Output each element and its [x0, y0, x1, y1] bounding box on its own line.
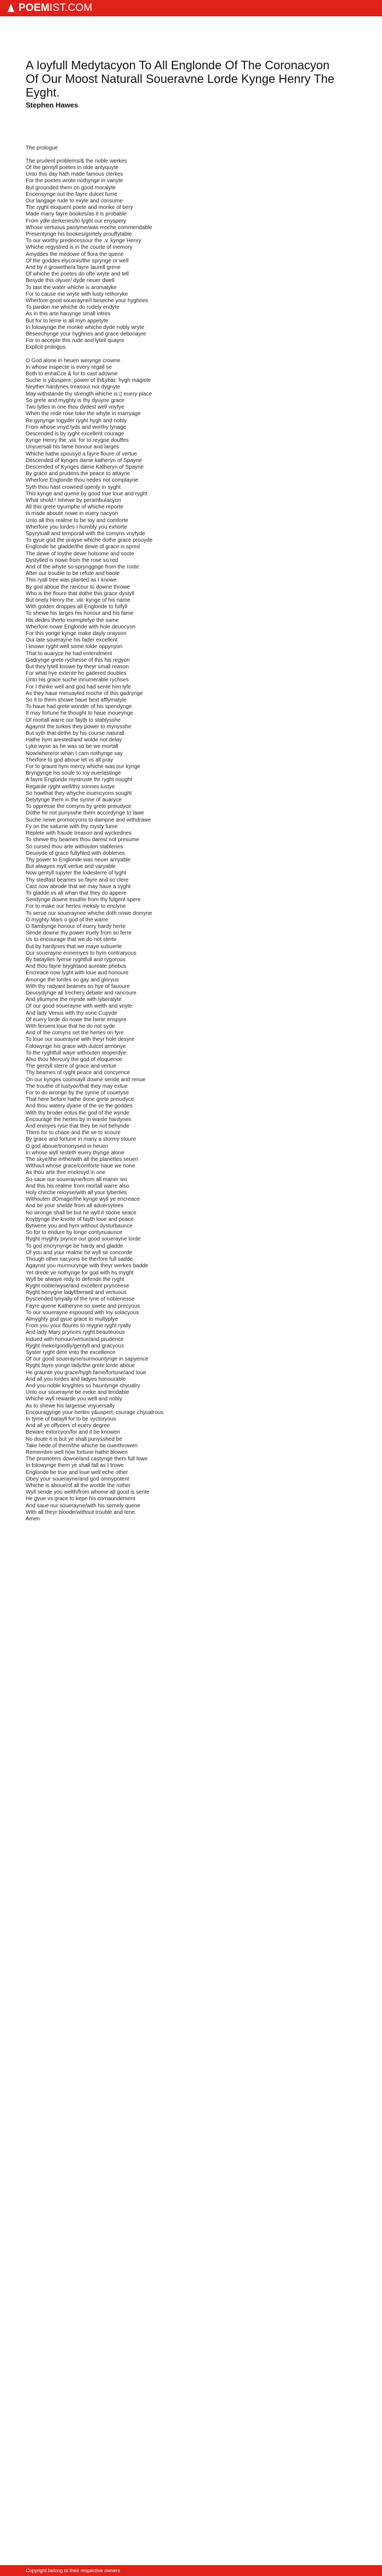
poem-line: So cursed thou arte withouten stablenes: [26, 843, 123, 850]
poem-line: Gadrynge grete rychesse of this his regyon: [26, 657, 130, 663]
poem-line: Of the goddes elyconis/the sprynge or well: [26, 257, 129, 264]
poem-line: Wherfore Englonde thou nedes not complayne: [26, 477, 139, 484]
poem-line: Dystylled is nowe from the rose so red: [26, 557, 118, 564]
site-logo[interactable]: [7, 2, 92, 14]
poem-line: In folowynge them ye shall fall as I trowe: [26, 1463, 124, 1469]
poem-line: Therfore to god aboue let vs all pray: [26, 757, 114, 763]
poem-line: Suche is y&uspere; power of th&ybar; hygh magiste: [26, 378, 151, 384]
poem-line: To shewe thy beames thou darest not presume: [26, 837, 139, 843]
poem-line: Syster ryght dere vnto the excellence: [26, 1349, 116, 1356]
poem-line: But grounded them on good moralyte: [26, 184, 116, 191]
poem-line: Kynge Henry the .viii. for to reygne douffes: [26, 438, 129, 444]
poem-line: The prologue: [26, 145, 58, 151]
poem-line: Neyther hardynes treasour nor dygnyte: [26, 384, 121, 391]
poem-line: Wherfore you lordes I humbly you exhorte: [26, 524, 127, 530]
poem-line: And thou watery dyane of the se the goddes: [26, 1103, 133, 1110]
poem-line: And all ye offycers of euery degree: [26, 1423, 110, 1429]
poem-line: Holy chirche reioyse/with all your lyberties: [26, 1190, 127, 1196]
stanza: [26, 158, 368, 351]
poem-line: And yllumyne the mynde with lyberalyte: [26, 997, 122, 1003]
poem-line: From whose vnyd:tyds and worthy lynage: [26, 424, 126, 430]
poem-line: Of the gentyll poetes in olde antyquyte: [26, 164, 119, 171]
poem-line: With thy radyant beames so hye of fauoure: [26, 983, 130, 990]
poem-line: Also thou Mercury the god of eloquence: [26, 1057, 122, 1063]
poem-line: To gyue god the prayse whiche dothe grace prouyde: [26, 537, 153, 544]
poem-line: Without whose grace/comforte haue we none: [26, 1163, 135, 1170]
poem-line: Of our good souerayne with welth and vnyte: [26, 1003, 133, 1010]
poem-line: Of you and your realme he wyll se concorde: [26, 1249, 133, 1256]
poem-line: The trouthe of Iustyce/that they may extue: [26, 1083, 128, 1089]
poem-line: In tyme of batayll for to be vyctoryous: [26, 1416, 116, 1422]
poem-line: After our trouble to be refute and boote: [26, 571, 120, 577]
poem-line: In whose wyll resteth euery thynge alone: [26, 1149, 124, 1156]
poem-line: Yet drede ye nothynge for god with hs myght: [26, 1269, 134, 1276]
poem-line: Re:gynynge togyder ryght hygh and nobly: [26, 417, 127, 424]
poem-line: But they lytell knowe by theyr small reason: [26, 664, 129, 670]
poem-line: Bytwene you and hym without dysturbaunce: [26, 1223, 133, 1230]
poem-line: With all theyr bloode/without trouble and tene.: [26, 1509, 136, 1515]
poem-line: Presentynge his bookes/gretely prouffytable: [26, 231, 132, 238]
poem-line: Two tytles in one thou dydest well vnyfye: [26, 404, 124, 411]
poem-line: And be your shelde from all aduersytees: [26, 1203, 123, 1209]
poem-line: To tast the water whiche is aromatyke: [26, 284, 117, 291]
poem-line: But by hardynes that we maye subuerte: [26, 943, 122, 950]
poem-line: Ryght fayre yonge lady/the grete lorde aboue: [26, 1363, 135, 1369]
poem-line: Indued with honour/vertue/and prudence: [26, 1336, 124, 1343]
poem-line: By god aboue the rancour to downe throwe: [26, 584, 130, 590]
poem-line: For I thinke well and god had sente him lyfe: [26, 684, 131, 690]
poem-line: So for to endure by longe contynuaunce: [26, 1230, 123, 1236]
poem-line: To gladde vs all whan that they do appere: [26, 890, 127, 896]
poem-line: And you noble knyghtes so hauntynge chyualry: [26, 1382, 140, 1389]
poem-line: As in this arte hauynge small intres: [26, 311, 111, 317]
poem-line: To haue had grete wonder of his spendynge: [26, 704, 132, 710]
poem-line: For to do wronge by the synne of couetyse: [26, 1090, 129, 1097]
poem-line: To oppresse the comyns by grete preiudyce: [26, 804, 132, 810]
poem-line: Wyll sende you welth/from whome all good is sente: [26, 1489, 150, 1496]
poem-line: The promoters downe/and castynge them full lowe: [26, 1456, 148, 1463]
poem-line: For to make our hertes meksly to enclyne: [26, 903, 126, 910]
poem-line: Almyghty god gyue grace to multyplye: [26, 1316, 118, 1322]
poem-line: Descended is by ryght excellent courage: [26, 430, 124, 437]
poem-line: To pardon me whiche do rudely endyte: [26, 304, 120, 311]
poem-author[interactable]: Stephen Hawes: [26, 100, 79, 109]
poem-line: Whiche hathe spousyd a fayre floure of vertue: [26, 451, 138, 457]
poem-line: And thou fayre bryghtand aureate phebus: [26, 963, 127, 970]
poem-line: Us to encourage that we do not sterte: [26, 937, 117, 943]
poem-line: Our langage rude to exyle and consume: [26, 198, 123, 204]
poem-line: To serue our soueraynee whiche doth nowe domyne: [26, 910, 152, 916]
poem-line: O myghty Mars o god of the warre: [26, 916, 109, 923]
poem-line: Remembre well how fortune hathe blowen: [26, 1449, 128, 1455]
poem-line: Lyke wyse as he was so be we mortall: [26, 744, 118, 750]
logo-text-main: POEM: [19, 2, 50, 14]
poem-line: And all you lordes and ladyes honourable: [26, 1376, 126, 1382]
poem-line: I knowe ryght well some tolde oppynyon: [26, 644, 123, 650]
poem-line: Thy power to Englonde was neuer amyable: [26, 856, 131, 863]
poem-line: Beware extorcyon/for and it be knowen: [26, 1429, 120, 1436]
stanza: [26, 145, 368, 152]
poem-line: Made many fayre bookes/as it is probable: [26, 211, 127, 218]
poem-line: So saue our souerayne/from all maner wo: [26, 1176, 127, 1183]
footer-bar: [0, 2565, 382, 2576]
poem-line: So howthat they whyche inuencyons sought: [26, 790, 132, 796]
poem-line: That to auaryce he had entendment: [26, 650, 112, 657]
poem-line: With feruent loue that he do not syde: [26, 1023, 115, 1029]
poem-line: Unto our souerayne be meke and tendable: [26, 1389, 129, 1396]
poem-line: Agaynst you murmurynge with theyr werkes badde: [26, 1263, 148, 1269]
poem-line: And by it growethe/a fayre laurell grene: [26, 265, 121, 271]
poem-line: Deuoyde of grace fullyfiled with doblenes: [26, 850, 125, 856]
poem-line: Encensynge out the fayre dulcet fume: [26, 191, 117, 197]
poem-line: Ryght noble/wyse/and excellent prynceese: [26, 1283, 129, 1289]
poem-line: Wyll be alwaye redy to defende the ryght: [26, 1276, 124, 1283]
poem-line: Fayre quene Katheryne so swete and precyous: [26, 1303, 140, 1309]
poem-line: Of euery lorde do nowe the herte enspyre: [26, 1016, 127, 1023]
poem-line: So grete and myghty is thy dyuyne grace: [26, 397, 125, 404]
poem-line: Amen: [26, 1516, 40, 1523]
stanza: [26, 358, 368, 1523]
poem-line: But alwayes myll vertue and varyable: [26, 864, 116, 870]
poem-line: Besyde this olyuer/ dyde neuer dwell: [26, 278, 115, 284]
poem-line: To our worthy predecessour the .v. kynge Henry: [26, 238, 141, 244]
poem-line: Now gentyll Iupyter the lodesterre of lyght: [26, 870, 126, 877]
poem-line: Whose vertuous pastyme/was moche commendable: [26, 224, 152, 231]
poem-line: Hathe hym arested/and wolde not delay: [26, 737, 122, 744]
poem-line: O God alone in heuen werynge crowne: [26, 357, 121, 364]
poem-line: No doute it is but ye shall punysshed be: [26, 1436, 122, 1442]
poem-line: So it to them showe haue bext afflymatyle: [26, 697, 127, 704]
poem-line: Ryght benygne ladyf/beraell and vertuous: [26, 1290, 127, 1296]
poem-line: By grace and prudens the peace to attayne: [26, 471, 130, 477]
poem-line: Suche newe promocyons to dampne and withdrawe: [26, 817, 151, 823]
logo-icon: [7, 4, 15, 13]
poem-line: O god aboue/trononysed in heuen: [26, 1143, 109, 1149]
poem-line: Dothe he not punysshe them accordynge to lawe: [26, 810, 144, 817]
poem-line: Encouragynge your hertes y&uspert; courage chyualrous: [26, 1409, 164, 1416]
poem-line: This ryall tree was planted as I knowe: [26, 577, 117, 584]
poem-line: Replete with fraude treason and wyckednes: [26, 830, 132, 837]
poem-line: All this grete tryumphe of whiche reporte: [26, 504, 123, 511]
poem-line: Thy stedfast beames so fayre and so clere: [26, 877, 129, 883]
poem-line: From you your floures to reygne ryght ryally: [26, 1323, 131, 1329]
poem-line: Unto this day hath made famous clerkes: [26, 171, 123, 178]
poem-line: For to cause me wryte with lusty rethoryke: [26, 291, 128, 297]
poem-line: Encreace now lyght with loue aud honoure: [26, 970, 129, 977]
poem-content: [0, 16, 382, 1523]
poem-line: Delytynge them in the synne of auaryce: [26, 797, 122, 804]
poem-line: The dewe of Ioythe dewe holsome and soote: [26, 550, 135, 557]
poem-line: Of whiche the poetes do ofte wryte and tell: [26, 271, 129, 278]
poem-line: Whiche wyll rewarde you well and nobly: [26, 1396, 122, 1403]
poem-line: On our kynges counsayll downe sende and renue: [26, 1076, 146, 1083]
poem-line: For what hye extente he gadered doubles: [26, 670, 127, 677]
header-bar: [0, 0, 382, 16]
poem-line: For the poetes wrote nothynge in vanyte: [26, 178, 123, 184]
poem-line: Both to enhaCce & for to cast adowne: [26, 371, 118, 378]
poem-line: Of our good souerayne/surmountynge in sapyence: [26, 1356, 148, 1363]
poem-line: Who is the floure that dothe this grace dystyll: [26, 590, 134, 597]
poem-line: With golden droppes all Englonde to fulfyll: [26, 604, 128, 610]
poem-line: Wherfore nowe Englonde with hole deuocyon: [26, 624, 136, 630]
poem-line: To the ryghtfull waye withouten Ieoperdye: [26, 1050, 126, 1056]
poem-line: Explicit prologus.: [26, 344, 67, 351]
poem-line: Unyuersall his fame honour and larges: [26, 444, 120, 451]
poem-line: Is made aboute nowe in euery nacyon: [26, 511, 118, 517]
poem-line: For this yonge kynge make dayly orayson: [26, 631, 127, 637]
poem-line: To god encrynynge be hardy and gladde: [26, 1243, 123, 1249]
poem-line: His dedes therto exemplefye the same: [26, 617, 119, 624]
poem-line: Withouten dOmage/the kynge wyll ye encreace: [26, 1196, 140, 1203]
poem-line: And enmyes ryse that they be not behynde: [26, 1123, 130, 1130]
poem-line: Them for to chace and the se to scoure: [26, 1130, 121, 1136]
poem-line: Amyddes the medowe of flora the quene: [26, 251, 124, 257]
poem-line: To our souerayne espoused with Ioy solacyous: [26, 1309, 139, 1316]
poem-line: Fy on the saturne with thy mysty fume: [26, 823, 118, 830]
poem-line: But syth that dethe by his course naturall: [26, 730, 124, 737]
poem-line: The ryght eloquent poete and monke of bery: [26, 205, 133, 211]
poem-line: And this his realme from mortall warre also: [26, 1183, 129, 1189]
poem-line: Dyscended lynyally of the lyne of noblenesse: [26, 1296, 135, 1303]
poem-line: He graunte you grace/hygh fame/fortune/and loue: [26, 1369, 146, 1376]
poem-line: Regarde ryght well/thy sonnes lustye: [26, 783, 115, 790]
poem-line: For to graunt hym mercy whiche was our kynge: [26, 764, 141, 770]
poem-line: It may fortune he thought to haue moueynge: [26, 710, 133, 717]
poem-line: The skye/the erthe/with all the planettes seuen: [26, 1157, 139, 1163]
poem-line: Descended of kynges dame katheryn of Spayne: [26, 457, 142, 464]
poem-line: To loue our souerayne with theyr hole desyre: [26, 1037, 135, 1043]
poem-line: That here before hathe done grete preiudyce: [26, 1097, 134, 1103]
poem-line: Unto all this realme to be Ioy and comforte: [26, 517, 128, 524]
poem-line: A fayre Englonde mystruste thr ryght nought: [26, 777, 133, 783]
poem-line: To shewe his larges his honour and his fame: [26, 610, 134, 617]
poem-line: He gyue vs grace to kepe his comaundement: [26, 1496, 135, 1502]
poem-line: Now/where/or whan I cam nothynge say: [26, 750, 123, 757]
poem-line: May withstande thy strength whiche is ▯ euery place: [26, 391, 152, 397]
poem-line: By grace and fortune in many a stormy stoure: [26, 1136, 136, 1143]
poem-body: [26, 145, 368, 1523]
poem-line: Cast now abrode that we may haue a syght: [26, 883, 131, 890]
poem-line: Whiche is aboue/of all the worlde the rother: [26, 1483, 131, 1489]
poem-line: By bataylles fyerse ryghtfull and rygorous: [26, 956, 126, 963]
poem-line: As they haue meruayled moche of this gadrynge: [26, 690, 143, 697]
poem-line: But onely Henry the .viii. kynge of his name: [26, 597, 130, 603]
poem-line: Sendynge downe trouthe from thy fulgent spere: [26, 897, 141, 903]
poem-line: Though other nacyons be therfore full sadde: [26, 1256, 133, 1263]
poem-line: Whiche regystred is in the courte of memory: [26, 244, 133, 251]
poem-line: Ryght myghty prynce our good souerayne lorde: [26, 1236, 141, 1243]
poem-line: Our late souerayne his fader excellent: [26, 637, 118, 644]
poem-line: Agaynst the turkes they power to mynysshe: [26, 723, 132, 730]
poem-line: And lady Mary prynces ryght beauteuous: [26, 1329, 125, 1336]
poem-line: Encourage the hertes by in warde hardynes: [26, 1116, 132, 1123]
poem-line: Take hede of them/the whiche be ouerthrowen: [26, 1442, 138, 1449]
poem-line: The gentyll sterre of grace and vertue: [26, 1063, 117, 1070]
poem-line: And of the comyns set the hertes on fyre: [26, 1030, 124, 1037]
poem-line: Bryngynge his soule to Ioy euerlastinge: [26, 770, 121, 777]
poem-line: O flambynge honour of euery hardy herte: [26, 923, 126, 930]
poem-line: No wronge shall be but he wyll it soone seace: [26, 1209, 136, 1216]
poem-line: Syth thou hast crowned openly in syght: [26, 484, 121, 490]
poem-line: Englonde be gladde/the dewe of grace is spred: [26, 544, 140, 550]
poem-line: In folowynge the monke whiche dyde nobly wryte: [26, 324, 145, 331]
poem-line: Wherfore good souerayne/I beseche your hyghnes: [26, 298, 148, 304]
poem-line: Englonde be true and loue well eche other: [26, 1469, 128, 1476]
poem-title: A Ioyfull Medytacyon To All Englonde Of The Coronacyon Of Our Moost Naturall Soueravne Lorde Kynge Henry The Eyght.: [26, 58, 335, 99]
poem-line: With thy broder eolus the god of the wynde: [26, 1110, 130, 1116]
poem-line: In whose inspecte is every regall se: [26, 364, 112, 370]
logo-text-sub: IST.COM: [49, 2, 93, 14]
poem-line: As thou arte thre enclosyd in one: [26, 1170, 106, 1176]
poem-line: And lady Venus with thy sone Cupyde: [26, 1010, 117, 1016]
poem-line: For to accepte this rude and lytell quayre: [26, 338, 124, 344]
poem-line: Of mortall warre our fayth to stablysshe: [26, 717, 121, 723]
poem-line: Sende downe thy power truely from so ferre: [26, 930, 132, 937]
poem-line: And saue our souerayne/with his semely quene: [26, 1502, 141, 1509]
poem-line: The prudent problems/& the noble werkes: [26, 158, 127, 164]
poem-line: Folowynge his grace with dulcet armonye: [26, 1043, 126, 1050]
poem-line: Descended of Kynges dame Katheryn of Spayne: [26, 464, 144, 470]
poem-line: Spyrytuall and temporall with the comyns vnyfyde: [26, 530, 145, 537]
poem-line: Thy beames of ryght peace and concyence: [26, 1070, 130, 1076]
poem-line: When the rede rose toke the whyte in marryage: [26, 411, 141, 417]
poem-line: From ydle derkenes/to lyght our enyspery: [26, 218, 126, 224]
poem-line: And of the whyte so sprynggnge from the roote: [26, 564, 139, 570]
poem-line: Knyttynge the knotte of fayth loue and peace: [26, 1216, 134, 1223]
poem-line: Unto his grace suche innumerable rychses: [26, 677, 129, 684]
poem-line: Ryght meke/goodly/gentyll and gracyous: [26, 1343, 124, 1349]
poem-line: Beseechynge your hyghnes and grace debonayre: [26, 331, 146, 338]
poem-line: Deuoydynge all trechery debate and rancoure: [26, 990, 136, 996]
poem-line: What shold ! Ishewe by perambulacyon: [26, 497, 121, 504]
poem-line: This kynge and quene by good true loue and ryght: [26, 490, 147, 497]
poem-line: Obey your souerayne/and god omnypotent: [26, 1476, 129, 1482]
poem-line: Our souerayne ennemyes to hym contraryous: [26, 950, 136, 956]
poem-line: But for to lerne is all myn appetyte: [26, 317, 109, 324]
copyright-text: Copyright belong to their respective owners: [26, 2568, 121, 2573]
poem-line: Amonge the lordes so gay and gloryus: [26, 977, 119, 983]
poem-line: As to shewe his largesse vnyuersally: [26, 1403, 115, 1409]
